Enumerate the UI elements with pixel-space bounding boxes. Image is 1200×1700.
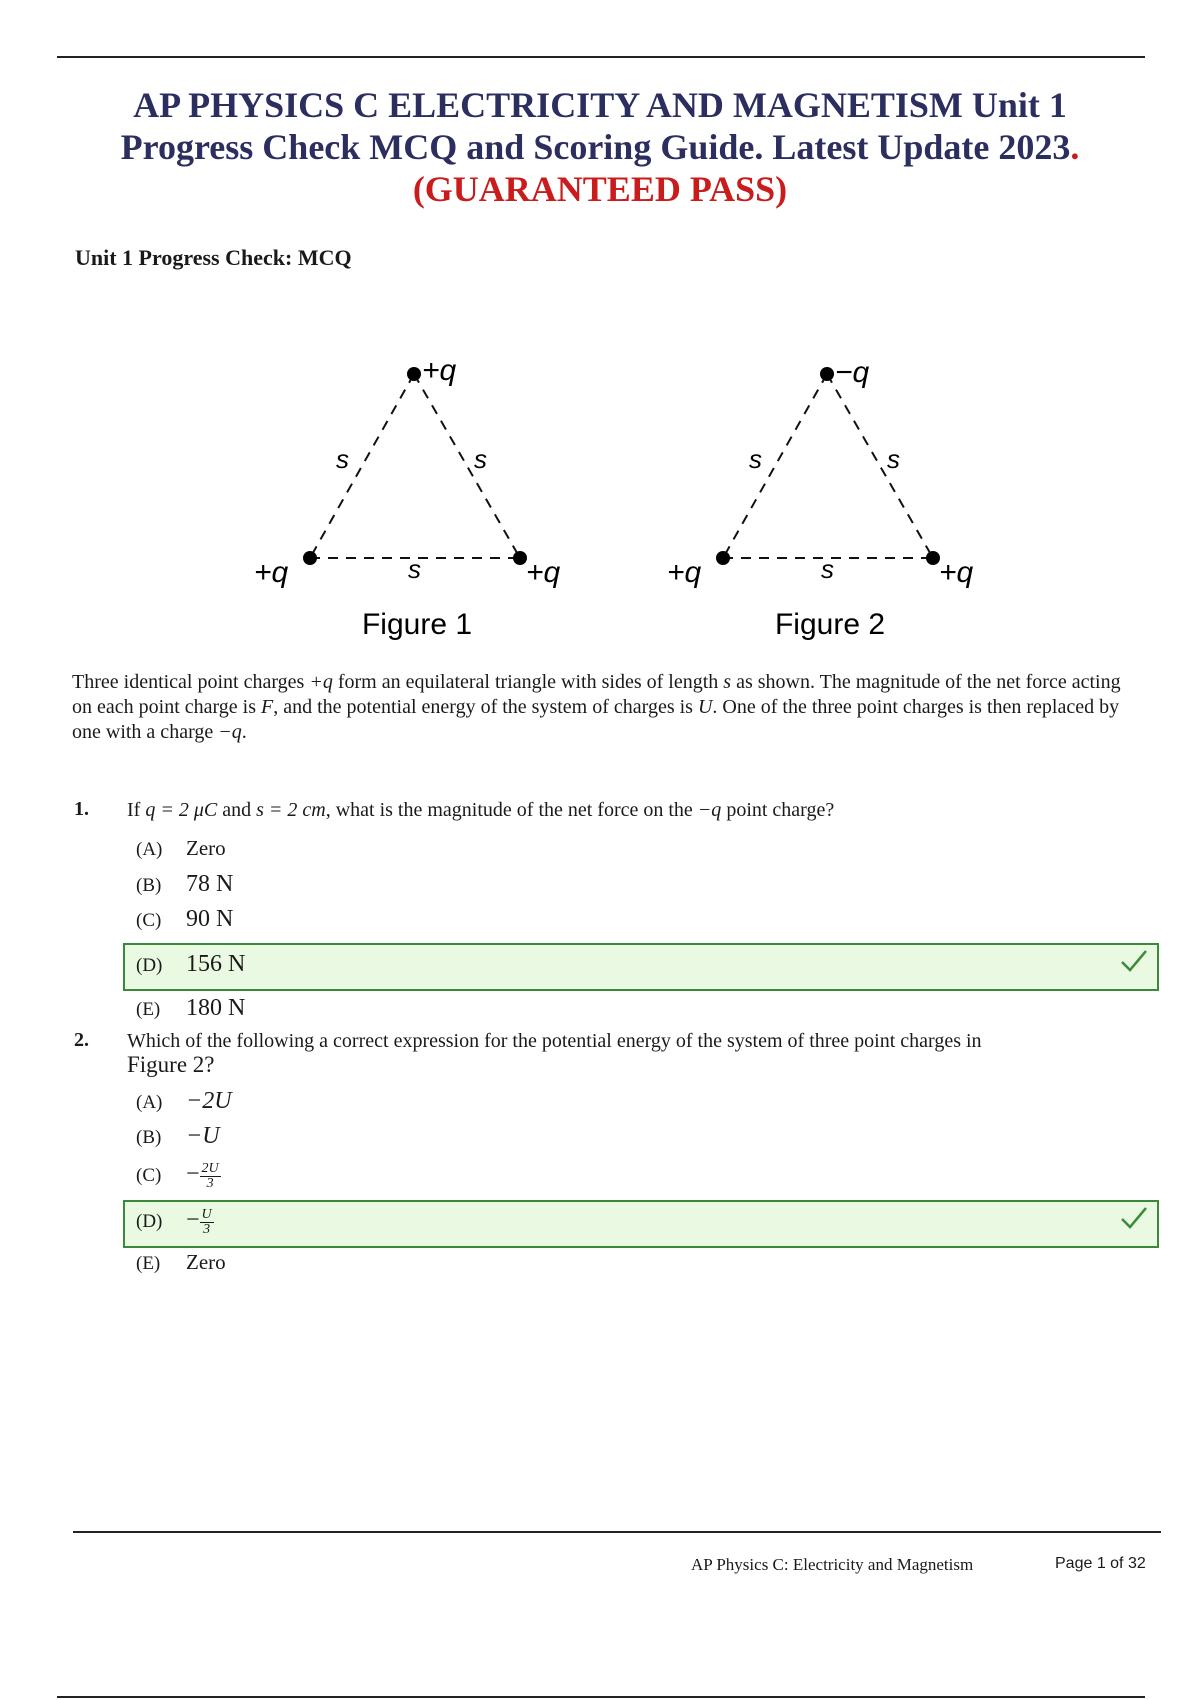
side-left-label: s xyxy=(336,444,349,474)
question-2-number: 2. xyxy=(74,1029,89,1051)
option-value: 180 N xyxy=(186,995,246,1021)
question-1-number: 1. xyxy=(74,798,89,820)
option-letter: (B) xyxy=(136,875,162,896)
option-letter: (C) xyxy=(136,910,162,931)
side-bottom-label: s xyxy=(408,554,421,584)
option-sign: − xyxy=(186,1161,200,1187)
fraction-denominator: 3 xyxy=(203,1221,211,1237)
top-rule xyxy=(57,56,1145,58)
side-right-label: s xyxy=(887,444,900,474)
question-text-line-2: Figure 2? xyxy=(127,1052,215,1077)
option-value: 156 N xyxy=(186,951,246,977)
triangle-side-left xyxy=(723,374,827,558)
charge-top-dot xyxy=(407,367,421,381)
option-letter: (A) xyxy=(136,839,163,860)
side-left-label: s xyxy=(749,444,762,474)
option-value: Zero xyxy=(186,836,226,860)
option-letter: (E) xyxy=(136,1253,161,1274)
intro-text: . One of the three point charges is then replaced by one with a charge xyxy=(72,696,1120,743)
footer-course: AP Physics C: Electricity and Magnetism xyxy=(691,1555,974,1574)
question-text: Which of the following a correct expression for the potential energy of the system of three point charges in xyxy=(127,1030,982,1052)
charge-left-label: +q xyxy=(667,556,702,589)
question-1-option-d[interactable] xyxy=(136,948,245,980)
document-title xyxy=(70,84,1130,210)
question-1-option-b[interactable] xyxy=(136,868,233,900)
option-value: 90 N xyxy=(186,906,234,932)
question-2-option-b[interactable] xyxy=(136,1120,220,1152)
question-math: q = 2 μC xyxy=(145,799,218,821)
title-line-2 xyxy=(70,126,1130,168)
charge-right-dot xyxy=(926,551,940,565)
intro-text: . xyxy=(241,721,247,743)
intro-text: , and the potential energy of the system of charges is xyxy=(273,696,698,718)
question-1-option-a[interactable] xyxy=(136,832,226,864)
intro-text: Three identical point charges xyxy=(72,671,310,693)
option-letter: (B) xyxy=(136,1127,162,1148)
question-text: , what is the magnitude of the net force on the xyxy=(325,799,698,821)
question-2-option-c[interactable] xyxy=(136,1158,221,1190)
charge-top-label: +q xyxy=(422,354,457,387)
footer-rule xyxy=(73,1531,1161,1533)
title-line-1: AP PHYSICS C ELECTRICITY AND MAGNETISM Unit 1 xyxy=(133,85,1067,125)
intro-math: U xyxy=(697,696,713,718)
side-right-label: s xyxy=(474,444,487,474)
fraction-denominator: 3 xyxy=(206,1175,214,1191)
option-fraction xyxy=(200,1208,214,1237)
question-math: −q xyxy=(697,799,722,821)
title-line-3: (GUARANTEED PASS) xyxy=(412,169,788,209)
question-2-correct-highlight xyxy=(123,1200,1159,1248)
question-2-option-d[interactable] xyxy=(136,1204,214,1236)
intro-paragraph xyxy=(72,670,1132,745)
option-value: 78 N xyxy=(186,871,234,897)
question-1-option-c[interactable] xyxy=(136,903,233,935)
charge-left-dot xyxy=(303,551,317,565)
option-letter: (D) xyxy=(136,1211,163,1232)
triangle-side-right xyxy=(414,374,520,558)
title-line-2-dot: . xyxy=(1070,127,1080,167)
charge-left-label: +q xyxy=(254,556,289,589)
intro-math: F xyxy=(261,696,274,718)
question-2-text xyxy=(127,1029,1087,1077)
question-text: If xyxy=(127,799,146,821)
question-text: and xyxy=(217,799,257,821)
checkmark-icon xyxy=(1119,1204,1149,1237)
figure-caption: Figure 1 xyxy=(361,608,473,641)
fraction-numerator: 2U xyxy=(201,1160,219,1176)
question-2-option-e[interactable] xyxy=(136,1246,226,1278)
question-2-option-a[interactable] xyxy=(136,1085,232,1117)
question-text: point charge? xyxy=(721,799,835,821)
charge-right-label: +q xyxy=(526,556,561,589)
question-1-text xyxy=(127,798,1087,822)
question-1-correct-highlight xyxy=(123,943,1159,991)
intro-math: −q xyxy=(218,721,242,743)
charge-left-dot xyxy=(716,551,730,565)
option-letter: (D) xyxy=(136,955,163,976)
triangle-side-right xyxy=(827,374,933,558)
title-line-2-text: Progress Check MCQ and Scoring Guide. Latest Update 2023 xyxy=(120,127,1071,167)
intro-text: as shown. The magnitude of the net force acting on each point charge is xyxy=(72,671,1121,718)
question-1-option-e[interactable] xyxy=(136,992,245,1024)
option-value: −U xyxy=(186,1123,220,1149)
option-value: −2U xyxy=(186,1088,232,1114)
option-sign: − xyxy=(186,1207,200,1233)
option-letter: (C) xyxy=(136,1165,162,1186)
intro-math: +q xyxy=(309,671,333,693)
triangle-side-left xyxy=(310,374,414,558)
question-math: s = 2 cm xyxy=(256,799,326,821)
side-bottom-label: s xyxy=(821,554,834,584)
option-value: Zero xyxy=(186,1250,226,1274)
section-subheading: Unit 1 Progress Check: MCQ xyxy=(75,245,352,270)
figure-caption: Figure 2 xyxy=(774,608,886,641)
intro-math: s xyxy=(723,671,732,693)
option-letter: (A) xyxy=(136,1092,163,1113)
charge-right-label: +q xyxy=(939,556,974,589)
charge-top-dot xyxy=(820,367,834,381)
page-bottom-rule xyxy=(57,1696,1145,1698)
figure-1 xyxy=(232,350,612,650)
charge-right-dot xyxy=(513,551,527,565)
checkmark-icon xyxy=(1119,947,1149,980)
option-letter: (E) xyxy=(136,999,161,1020)
footer-page-number: Page 1 of 32 xyxy=(1055,1555,1146,1572)
fraction-numerator: U xyxy=(201,1206,212,1222)
intro-text: form an equilateral triangle with sides of length xyxy=(332,671,724,693)
option-fraction xyxy=(200,1162,221,1191)
charge-top-label: −q xyxy=(835,356,870,389)
figure-2 xyxy=(645,350,1025,650)
